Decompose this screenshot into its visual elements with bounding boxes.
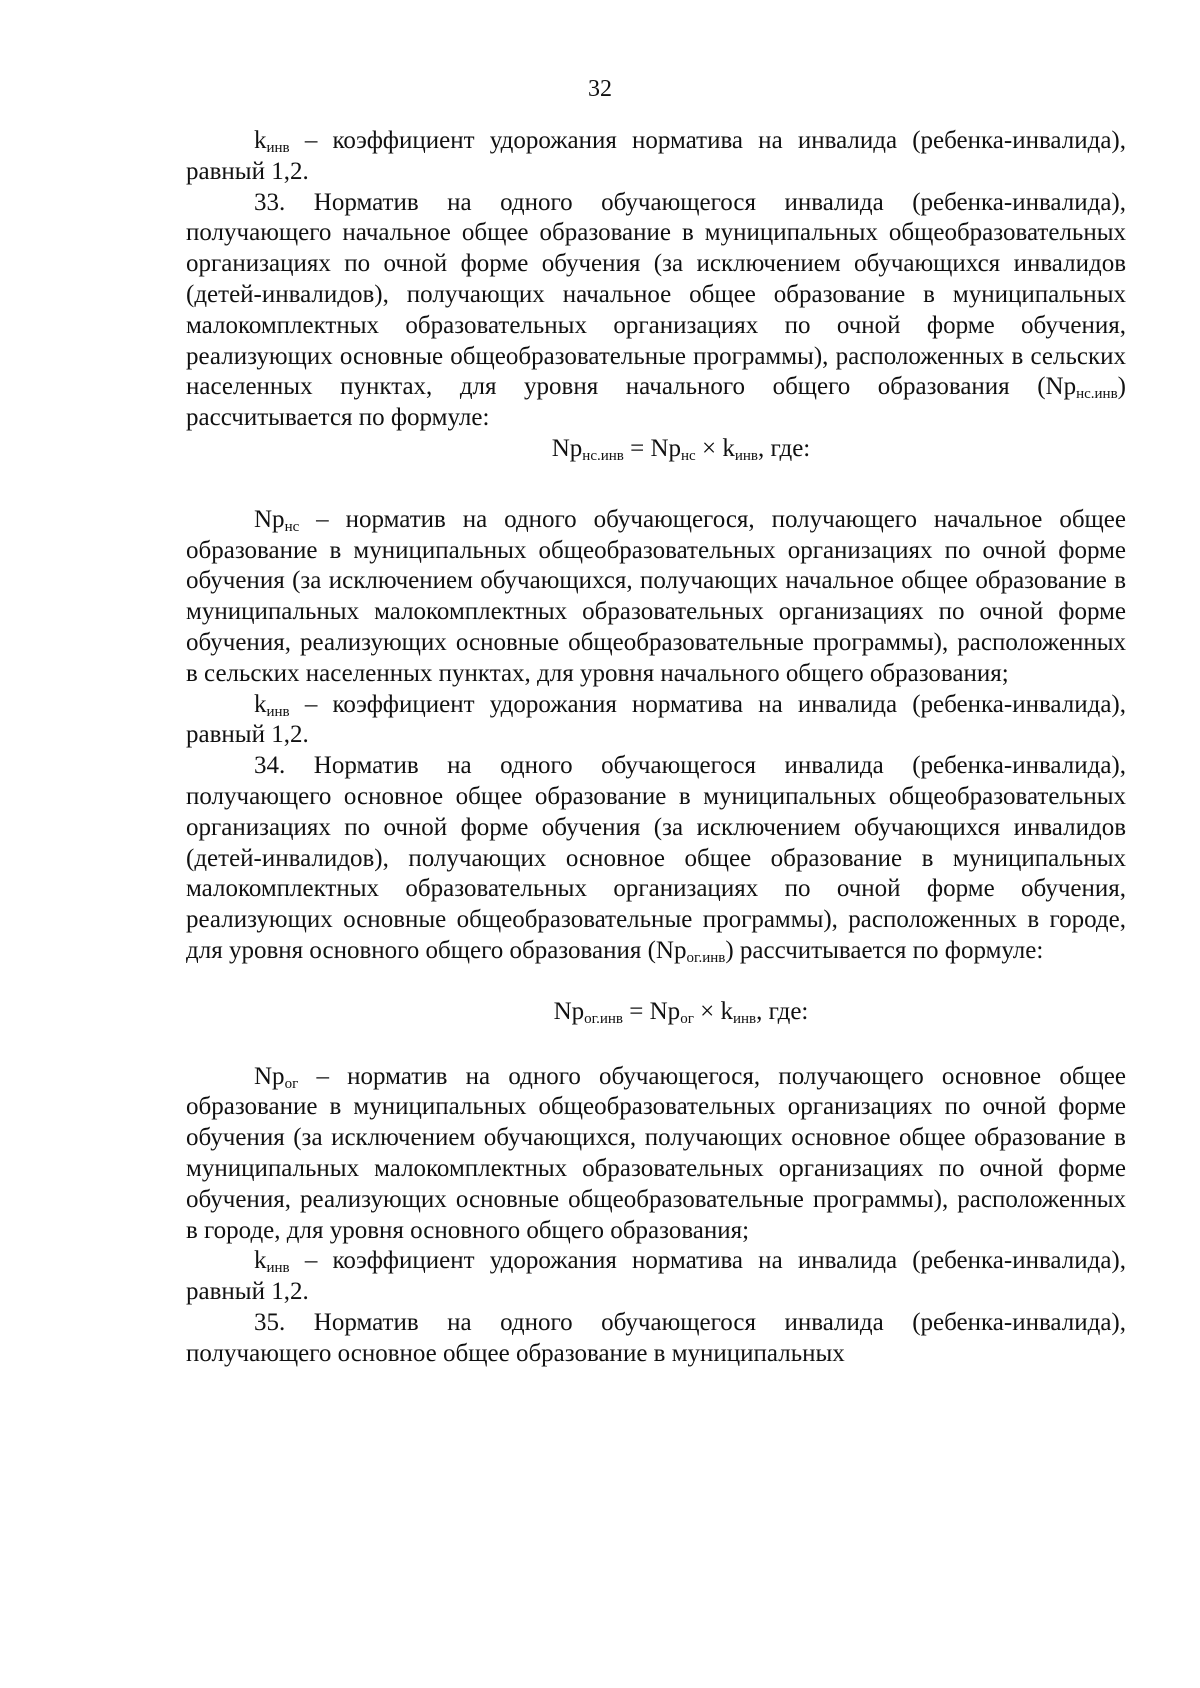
formula-tail: , где:: [756, 997, 809, 1025]
formula-times: × k: [693, 997, 733, 1025]
coef-subscript: инв: [266, 703, 290, 720]
definition-np-og: [186, 1062, 1126, 1247]
coef-text: – коэффициент удорожания норматива на инвалида (ребенка-инвалида), равный 1,2.: [186, 1247, 1126, 1306]
paragraph-34-text: 34. Норматив на одного обучающегося инвалида (ребенка-инвалида), получающего основное общее образование в муниципальных общеобразовательных организациях по очной форме обучения (за исключением обучающихся инвалидов (детей-инвалидов), получающих основное общее образование в муниципальных малокомплектных образовательных организациях по очной форме обучения, реализующих основные общеобразовательные программы), расположенных в городе, для уровня основного общего образования (Np: [186, 752, 1126, 964]
formula-k-subscript: инв: [732, 1010, 757, 1027]
formula-equals: = Np: [623, 434, 682, 462]
coef-symbol: k: [254, 690, 267, 718]
definition-text: – норматив на одного обучающегося, получающего начальное общее образование в муниципальных общеобразовательных организациях по очной форме обучения (за исключением обучающихся, получающих начальное общее образование в муниципальных малокомплектных образовательных организациях по очной форме обучения, реализующих основные общеобразовательные программы), расположенных в сельских населенных пунктах, для уровня начального общего образования;: [186, 505, 1126, 687]
coef-text: – коэффициент удорожания норматива на инвалида (ребенка-инвалида), равный 1,2.: [186, 127, 1126, 185]
coef-subscript: инв: [266, 1260, 290, 1277]
coefficient-definition: [186, 126, 1126, 188]
coef-symbol: k: [254, 1247, 267, 1275]
definition-text: – норматив на одного обучающегося, получающего основное общее образование в муниципальных общеобразовательных организациях по очной форме обучения (за исключением обучающихся, получающих основное общее образование в муниципальных малокомплектных образовательных организациях по очной форме обучения, реализующих основные общеобразовательные программы), расположенных в городе, для уровня основного общего образования;: [186, 1062, 1126, 1244]
paragraph-35: [186, 1308, 1126, 1370]
paragraph-34: [186, 751, 1126, 967]
definition-symbol: Np: [254, 505, 285, 533]
formula-lhs: Np: [553, 997, 585, 1025]
paragraph-33-tail: ) рассчитывается по формуле:: [186, 373, 1126, 432]
paragraph-34-subscript: ог.инв: [686, 949, 726, 966]
paragraph-33-subscript: нс.инв: [1076, 386, 1118, 403]
paragraph-33-text: 33. Норматив на одного обучающегося инвалида (ребенка-инвалида), получающего начальное общее образование в муниципальных общеобразовательных организациях по очной форме обучения (за исключением обучающихся инвалидов (детей-инвалидов), получающих начальное общее образование в муниципальных малокомплектных образовательных организациях по очной форме обучения, реализующих основные общеобразовательные программы), расположенных в сельских населенных пунктах, для уровня начального общего образования (Np: [186, 188, 1126, 401]
definition-np-nc: [186, 505, 1126, 690]
formula-primary-disabled: [186, 434, 1126, 465]
coef-text: – коэффициент удорожания норматива на инвалида (ребенка-инвалида), равный 1,2.: [186, 690, 1126, 749]
paragraph-35-text: 35. Норматив на одного обучающегося инвалида (ребенка-инвалида), получающего основное общее образование в муниципальных: [186, 1308, 1126, 1367]
page-number: 32: [588, 76, 612, 102]
formula-times: × k: [695, 434, 735, 462]
paragraph-33: [186, 188, 1126, 434]
formula-equals: = Np: [623, 997, 681, 1025]
coefficient-definition: [186, 1246, 1126, 1308]
definition-subscript: ог: [284, 1075, 299, 1092]
formula-lhs-subscript: ог.инв: [584, 1010, 624, 1027]
coefficient-definition: [186, 690, 1126, 752]
formula-tail: , где:: [757, 434, 811, 462]
document-body: [186, 126, 1126, 1369]
definition-symbol: Np: [254, 1062, 285, 1090]
formula-basic-disabled: [186, 997, 1126, 1028]
coef-subscript: инв: [266, 140, 290, 156]
paragraph-34-tail: ) рассчитывается по формуле:: [725, 936, 1044, 964]
formula-lhs: Np: [551, 434, 583, 462]
formula-mid-subscript: нс: [681, 447, 696, 464]
formula-mid-subscript: ог: [680, 1010, 694, 1027]
formula-k-subscript: инв: [734, 447, 758, 464]
coef-symbol: k: [254, 127, 267, 154]
formula-lhs-subscript: нс.инв: [582, 447, 624, 464]
definition-subscript: нс: [284, 518, 300, 535]
